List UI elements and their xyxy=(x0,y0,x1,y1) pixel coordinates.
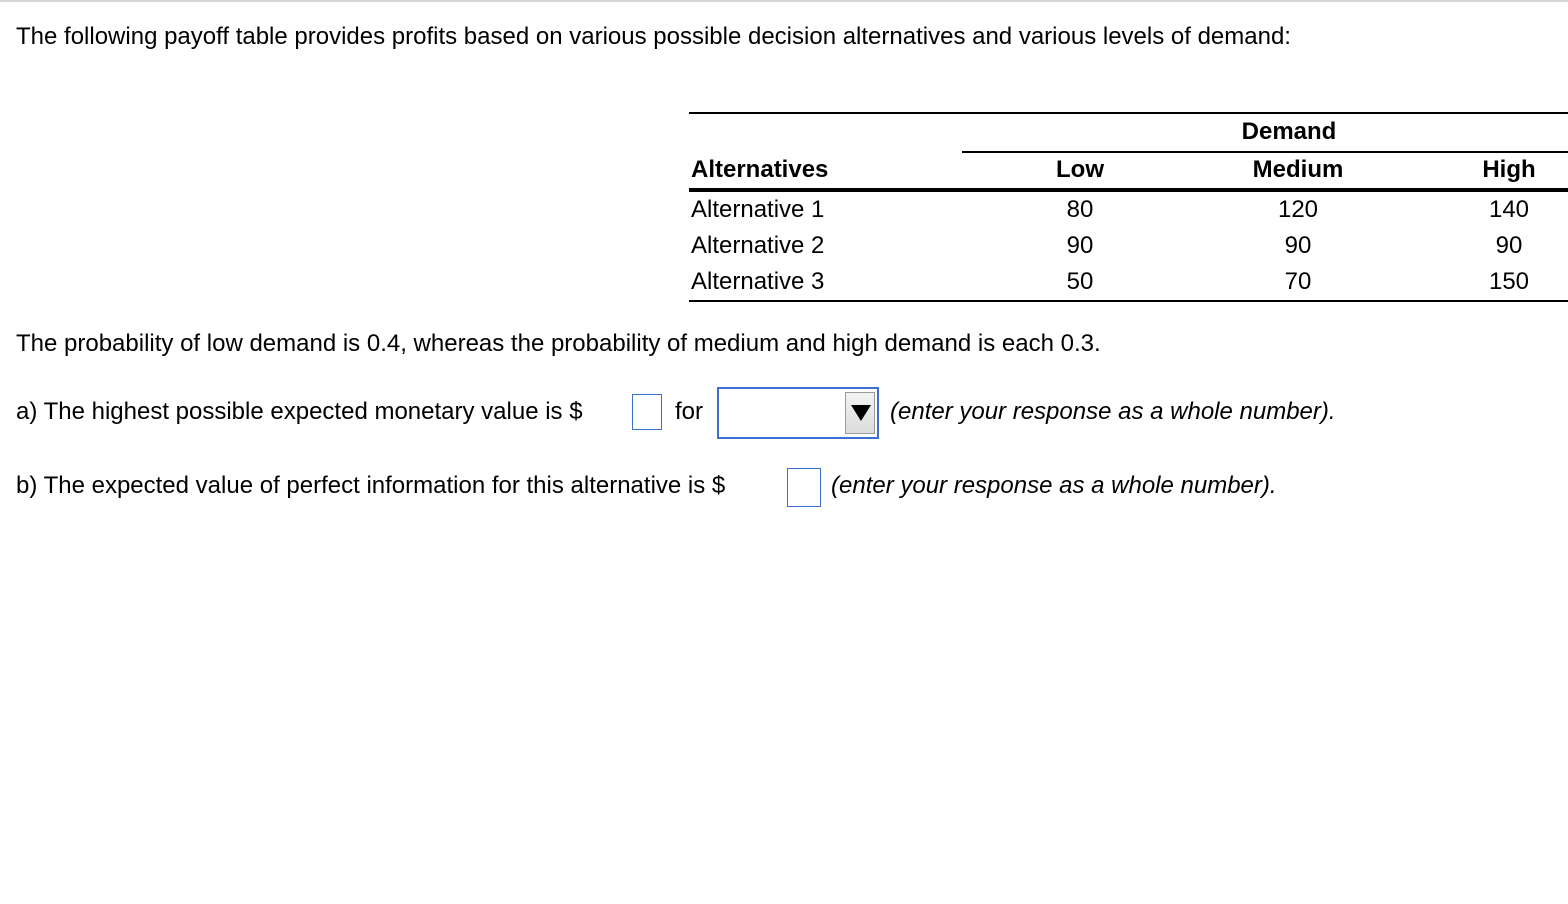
question-a-note: (enter your response as a whole number). xyxy=(890,398,1336,425)
table-row-1-high: 140 xyxy=(1488,196,1530,223)
top-divider xyxy=(0,0,1568,2)
evpi-answer-input[interactable] xyxy=(787,468,821,507)
table-row-2-medium: 90 xyxy=(1284,232,1312,259)
emv-answer-input[interactable] xyxy=(632,394,662,430)
table-row-3-name: Alternative 3 xyxy=(691,268,825,295)
table-row-1-medium: 120 xyxy=(1277,196,1319,223)
question-a-for-label: for xyxy=(675,398,704,425)
table-top-rule xyxy=(689,112,1568,114)
demand-group-rule xyxy=(962,151,1568,153)
table-row-2-low: 90 xyxy=(1066,232,1094,259)
demand-group-header: Demand xyxy=(1241,118,1337,145)
question-b-note: (enter your response as a whole number). xyxy=(831,472,1277,499)
probability-text: The probability of low demand is 0.4, whereas the probability of medium and high demand is each 0.3. xyxy=(16,330,1101,357)
alternative-select-dropdown[interactable] xyxy=(717,387,879,439)
dropdown-arrow-button[interactable] xyxy=(845,392,875,434)
table-row-3-high: 150 xyxy=(1488,268,1530,295)
col-header-low: Low xyxy=(1056,156,1104,183)
table-row-1-low: 80 xyxy=(1066,196,1094,223)
col-header-medium: Medium xyxy=(1252,156,1344,183)
table-row-3-low: 50 xyxy=(1066,268,1094,295)
header-bottom-rule xyxy=(689,188,1568,192)
table-row-1-name: Alternative 1 xyxy=(691,196,825,223)
intro-text: The following payoff table provides profits based on various possible decision alternatives and various levels of demand: xyxy=(16,23,1291,50)
table-bottom-rule xyxy=(689,300,1568,302)
table-row-2-high: 90 xyxy=(1495,232,1523,259)
question-a-prefix: a) The highest possible expected monetary value is $ xyxy=(16,398,583,425)
col-header-alternatives: Alternatives xyxy=(691,156,829,183)
col-header-high: High xyxy=(1482,156,1536,183)
table-row-2-name: Alternative 2 xyxy=(691,232,825,259)
chevron-down-icon xyxy=(851,405,871,421)
question-b-prefix: b) The expected value of perfect information for this alternative is $ xyxy=(16,472,726,499)
table-row-3-medium: 70 xyxy=(1284,268,1312,295)
